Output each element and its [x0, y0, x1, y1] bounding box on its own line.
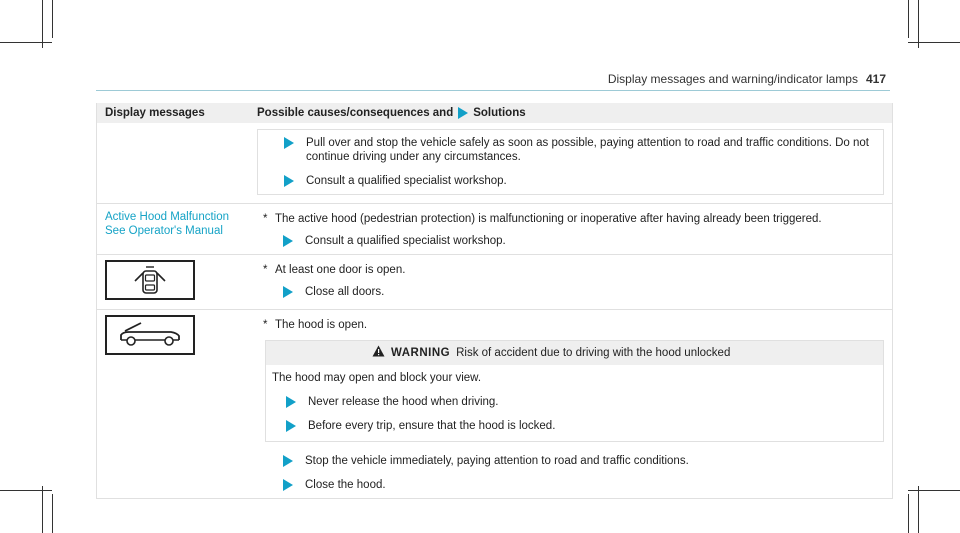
cause-bullet: *	[263, 319, 268, 331]
solution-text: Consult a qualified specialist workshop.	[306, 175, 507, 187]
solution-arrow-icon	[284, 137, 294, 149]
col-header-causes-label: Possible causes/consequences and	[257, 107, 454, 119]
col-header-display-messages: Display messages	[105, 107, 205, 119]
crop-mark	[0, 42, 52, 43]
solution-arrow-icon	[283, 235, 293, 247]
warning-step-text: Before every trip, ensure that the hood is locked.	[308, 420, 556, 432]
warning-box	[265, 340, 884, 442]
table-row	[97, 123, 892, 204]
table-row	[97, 310, 892, 499]
crop-mark	[918, 0, 919, 48]
table-row	[97, 255, 892, 310]
hood-open-icon	[105, 315, 195, 355]
cause-text: At least one door is open.	[275, 264, 406, 276]
solution-arrow-icon	[283, 479, 293, 491]
crop-mark	[918, 486, 919, 533]
message-cell	[97, 310, 257, 498]
warning-triangle-icon	[372, 345, 385, 361]
causes-cell	[257, 123, 892, 203]
crop-mark	[908, 490, 960, 491]
solution-arrow-icon	[283, 455, 293, 467]
causes-cell	[257, 204, 892, 254]
cause-bullet: *	[263, 264, 268, 276]
solution-arrow-icon	[286, 420, 296, 432]
header-title: Display messages and warning/indicator lamps	[607, 72, 858, 86]
table-row	[97, 204, 892, 255]
solution-text: Close all doors.	[305, 286, 385, 298]
solution-arrow-icon	[286, 396, 296, 408]
door-open-icon	[105, 260, 195, 300]
crop-mark	[908, 42, 960, 43]
solution-step	[283, 234, 884, 248]
warning-step-text: Never release the hood when driving.	[308, 396, 499, 408]
header-rule	[96, 90, 890, 91]
solution-step	[283, 454, 884, 468]
warning-step	[286, 419, 883, 433]
solution-step	[283, 478, 884, 492]
cause-item	[257, 212, 884, 226]
solution-arrow-icon	[458, 107, 468, 119]
table-header	[97, 103, 892, 123]
crop-mark	[908, 0, 909, 38]
message-cell	[97, 255, 257, 309]
running-header	[608, 72, 886, 86]
solution-text: Close the hood.	[305, 479, 386, 491]
display-message-line: See Operator's Manual	[105, 225, 223, 237]
warning-header	[266, 341, 883, 365]
warning-body	[266, 365, 883, 441]
causes-cell	[257, 255, 892, 309]
crop-mark	[52, 0, 53, 38]
solution-text: Consult a qualified specialist workshop.	[305, 235, 506, 247]
crop-mark	[0, 490, 52, 491]
solution-arrow-icon	[284, 175, 294, 187]
cause-text: The active hood (pedestrian protection) is malfunctioning or inoperative after having already been triggered.	[275, 213, 822, 225]
solution-text: Stop the vehicle immediately, paying attention to road and traffic conditions.	[305, 455, 689, 467]
cause-item	[257, 318, 884, 332]
warning-step	[286, 395, 883, 409]
causes-cell	[257, 310, 892, 498]
solution-step	[284, 136, 883, 164]
solution-arrow-icon	[283, 286, 293, 298]
message-cell	[97, 123, 257, 203]
solution-step	[283, 285, 884, 299]
warning-title: Risk of accident due to driving with the hood unlocked	[456, 347, 731, 359]
solution-text: Pull over and stop the vehicle safely as soon as possible, paying attention to road and traffic conditions. Do not continue driving under any circumstances.	[306, 137, 869, 163]
message-cell	[97, 204, 257, 254]
solution-step	[284, 174, 883, 188]
col-header-causes	[257, 106, 892, 120]
page-number: 417	[865, 72, 886, 86]
cause-bullet: *	[263, 213, 268, 225]
warning-text: The hood may open and block your view.	[272, 372, 482, 384]
crop-mark	[52, 494, 53, 533]
solution-box	[257, 129, 884, 195]
warning-label: WARNING	[391, 347, 451, 359]
display-messages-table	[96, 103, 893, 499]
cause-item	[257, 263, 884, 277]
crop-mark	[42, 0, 43, 48]
cause-text: The hood is open.	[275, 319, 368, 331]
crop-mark	[42, 486, 43, 533]
col-header-solutions-label: Solutions	[473, 107, 526, 119]
crop-mark	[908, 494, 909, 533]
display-message-line: Active Hood Malfunction	[105, 211, 230, 223]
